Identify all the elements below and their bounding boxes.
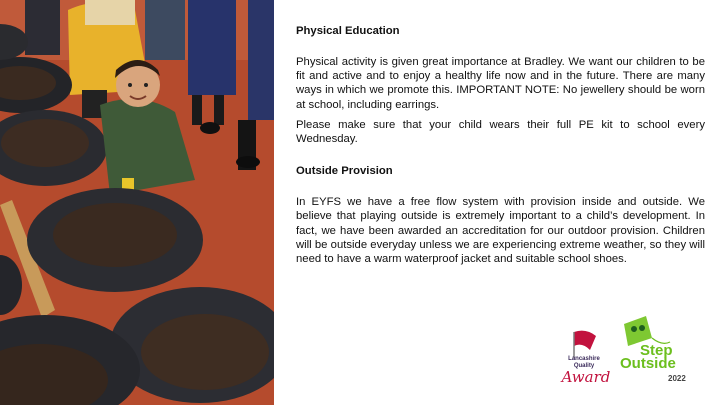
outside-provision-heading: Outside Provision [296, 165, 393, 178]
lq-award-word: Award [561, 368, 611, 386]
outside-provision-paragraph: In EYFS we have a free flow system with provision inside and outside. We believe that playing outside is extremely important to a child’s development. In fact, we have been awarded an accreditation for our outdoor provision. Children will be outside everyday unless we are experiencing extreme weather, so they will need to have a warm waterproof jacket and suitable school shoes. [296, 196, 705, 266]
pe-paragraph: Physical activity is given great importance at Bradley. We want our children to be fit and active and to enjoy a healthy life now and in the future. There are many ways in which we promote this. IMPORTANT NOTE: No jewellery should be worn at school, including earrings. [296, 56, 705, 111]
step-outside-logo [618, 316, 698, 388]
photo-illustration [0, 0, 274, 405]
children-gardening-photo [0, 0, 274, 405]
so-outside-word: Outside [620, 355, 676, 372]
content-text [296, 24, 705, 266]
lq-label: Lancashire Quality [568, 356, 600, 369]
lancashire-quality-award-logo [556, 330, 616, 386]
pe-kit-paragraph: Please make sure that your child wears their full PE kit to school every Wednesday. [296, 118, 705, 146]
so-step-word: Step [640, 342, 673, 359]
so-year: 2022 [668, 374, 686, 383]
pe-heading: Physical Education [296, 25, 400, 37]
